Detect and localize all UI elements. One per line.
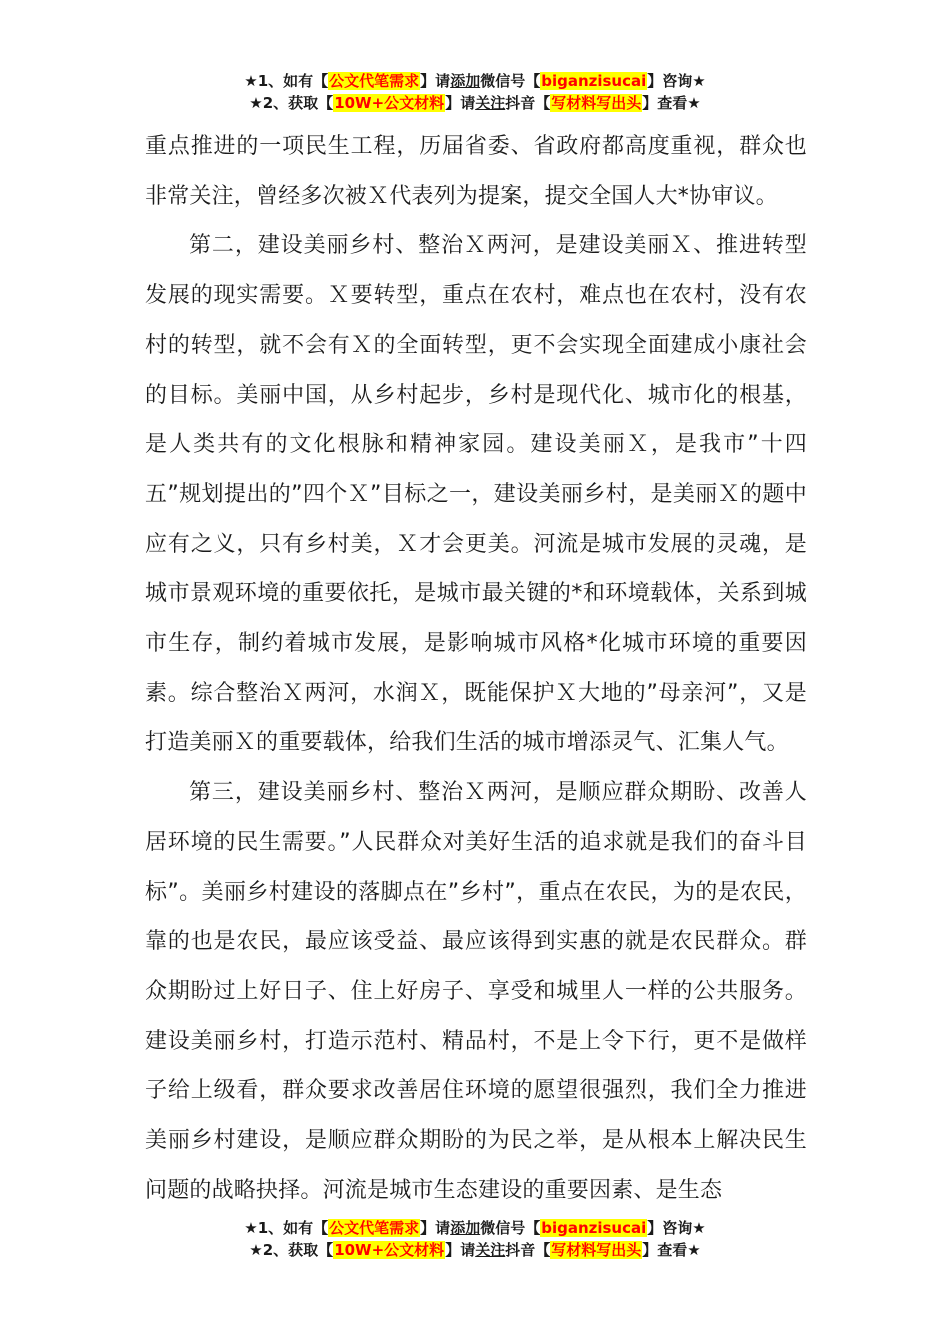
banner-line-2 xyxy=(0,92,950,114)
banner-text: 抖音【 xyxy=(505,94,551,112)
banner-text: 微信号【 xyxy=(480,72,541,90)
document-body xyxy=(145,122,807,1215)
banner-text: 】咨询★ xyxy=(647,72,706,90)
banner-text: 】查看★ xyxy=(642,94,701,112)
highlight-text: 公文代笔需求 xyxy=(329,72,420,90)
highlight-text: 公文代笔需求 xyxy=(329,1219,420,1237)
douyin-account: 写材料写出头 xyxy=(551,94,642,112)
underlined-text: 关注 xyxy=(475,1241,506,1259)
highlight-text: 10W+公文材料 xyxy=(334,1241,445,1259)
banner-text: 微信号【 xyxy=(480,1219,541,1237)
banner-line-2 xyxy=(0,1239,950,1261)
highlight-text: 10W+公文材料 xyxy=(334,94,445,112)
douyin-account: 写材料写出头 xyxy=(551,1241,642,1259)
paragraph-continuation: 重点推进的一项民生工程，历届省委、省政府都高度重视，群众也非常关注，曾经多次被Ｘ代表列为提案，提交全国人大*协审议。 xyxy=(145,134,807,209)
banner-text: ★2、获取【 xyxy=(249,94,334,112)
banner-text: 】请 xyxy=(445,94,476,112)
wechat-id: biganzisucai xyxy=(541,72,647,90)
banner-text: ★2、获取【 xyxy=(249,1241,334,1259)
underlined-text: 添加 xyxy=(450,1219,481,1237)
paragraph-second: 第二，建设美丽乡村、整治Ｘ两河，是建设美丽Ｘ、推进转型发展的现实需要。Ｘ要转型，重点在农村，难点也在农村，没有农村的转型，就不会有Ｘ的全面转型，更不会实现全面建成小康社会的目标。美丽中国，从乡村起步，乡村是现代化、城市化的根基，是人类共有的文化根脉和精神家园。建设美丽Ｘ，是我市”十四五”规划提出的”四个Ｘ”目标之一，建设美丽乡村，是美丽Ｘ的题中应有之义，只有乡村美，Ｘ才会更美。河流是城市发展的灵魂，是城市景观环境的重要依托，是城市最关键的*和环境载体，关系到城市生存，制约着城市发展，是影响城市风格*化城市环境的重要因素。综合整治Ｘ两河，水润Ｘ，既能保护Ｘ大地的”母亲河”，又是打造美丽Ｘ的重要载体，给我们生活的城市增添灵气、汇集人气。 xyxy=(145,233,807,756)
banner-line-1 xyxy=(0,70,950,92)
header-banner xyxy=(0,70,950,114)
underlined-text: 关注 xyxy=(475,94,506,112)
underlined-text: 添加 xyxy=(450,72,481,90)
paragraph-third: 第三，建设美丽乡村、整治Ｘ两河，是顺应群众期盼、改善人居环境的民生需要。”人民群众对美好生活的追求就是我们的奋斗目标”。美丽乡村建设的落脚点在”乡村”，重点在农民，为的是农民，靠的也是农民，最应该受益、最应该得到实惠的就是农民群众。群众期盼过上好日子、住上好房子、享受和城里人一样的公共服务。建设美丽乡村，打造示范村、精品村，不是上令下行，更不是做样子给上级看，群众要求改善居住环境的愿望很强烈，我们全力推进美丽乡村建设，是顺应群众期盼的为民之举，是从根本上解决民生问题的战略抉择。河流是城市生态建设的重要因素、是生态 xyxy=(145,780,807,1203)
banner-text: 】咨询★ xyxy=(647,1219,706,1237)
banner-text: 】请 xyxy=(420,72,451,90)
banner-text: 】请 xyxy=(420,1219,451,1237)
banner-line-1 xyxy=(0,1217,950,1239)
banner-text: 】查看★ xyxy=(642,1241,701,1259)
footer-banner xyxy=(0,1217,950,1261)
banner-text: ★1、如有【 xyxy=(244,72,329,90)
banner-text: ★1、如有【 xyxy=(244,1219,329,1237)
banner-text: 】请 xyxy=(445,1241,476,1259)
banner-text: 抖音【 xyxy=(505,1241,551,1259)
wechat-id: biganzisucai xyxy=(541,1219,647,1237)
